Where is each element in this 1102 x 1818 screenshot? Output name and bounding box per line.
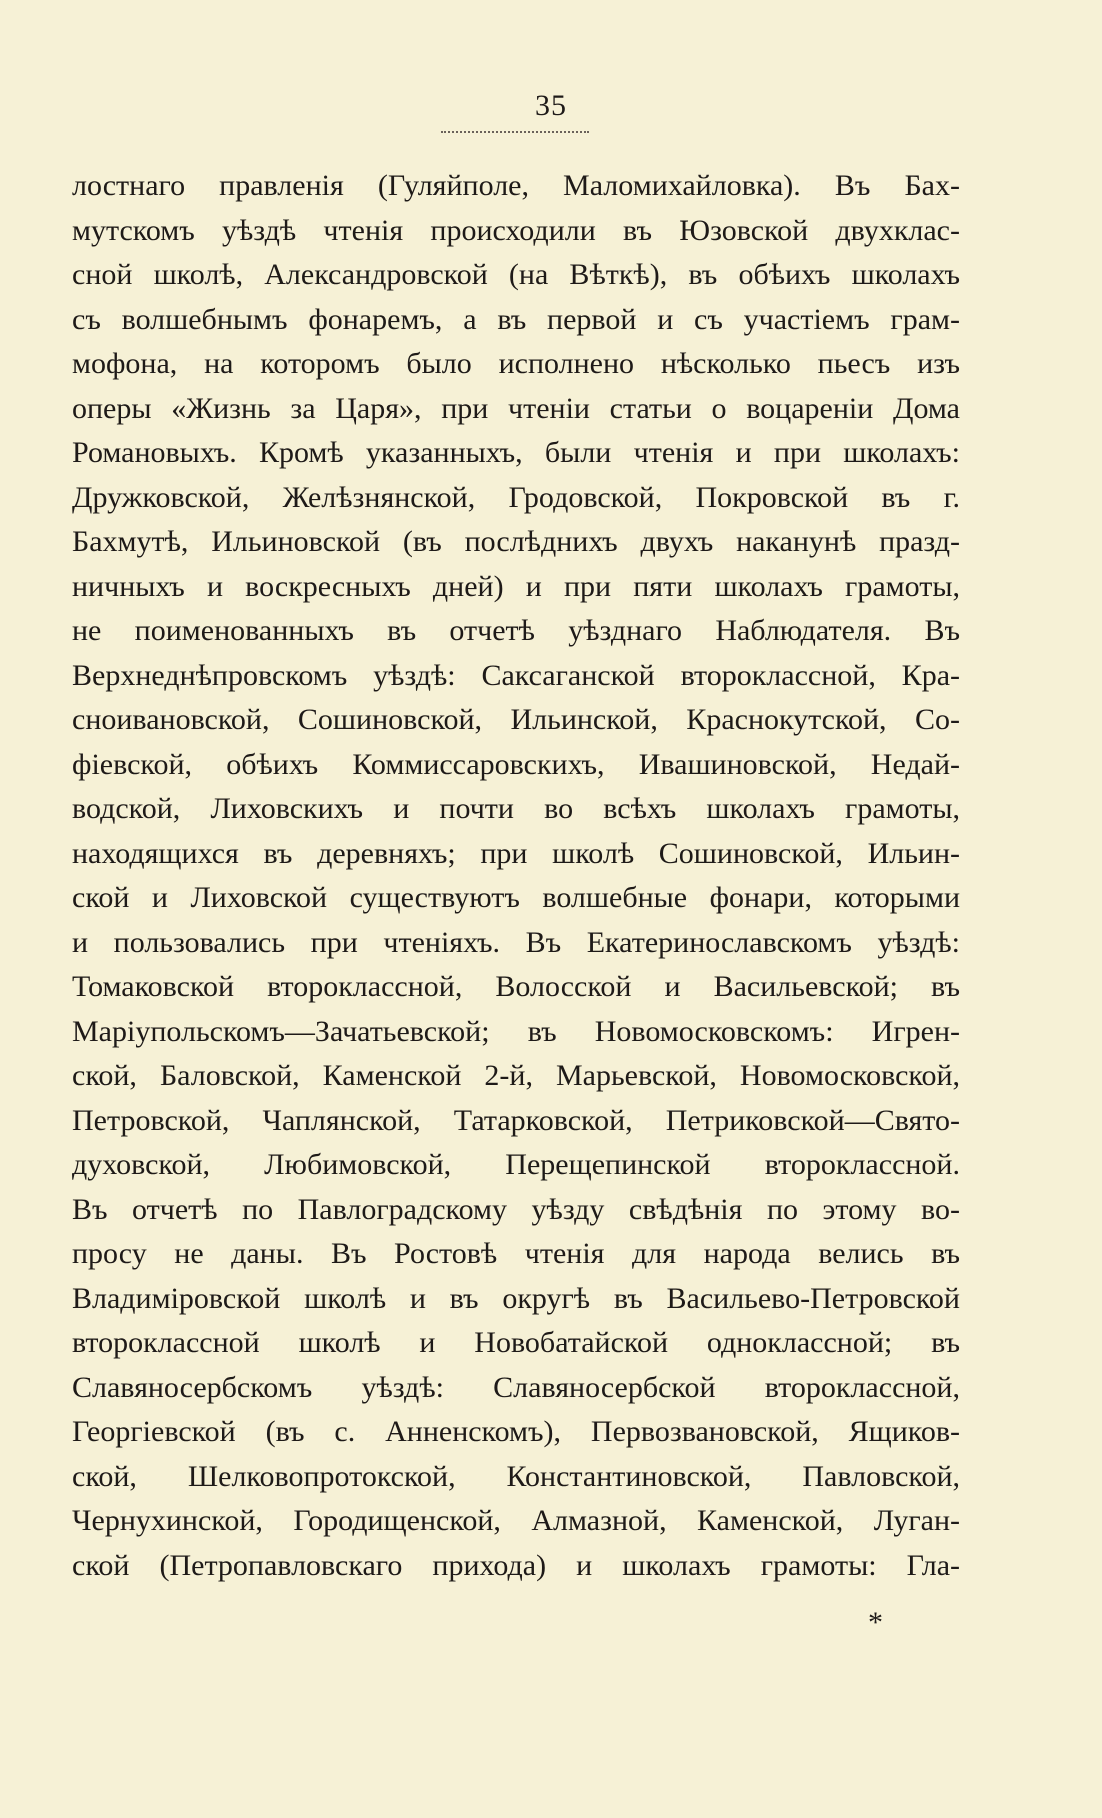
text-line: Романовыхъ. Кромѣ указанныхъ, были чтенія и при школахъ:	[72, 436, 960, 469]
page-number: 35	[535, 89, 567, 122]
text-line: съ волшебнымъ фонаремъ, а въ первой и съ участіемъ грам-	[72, 302, 960, 336]
page-number-rule	[441, 131, 589, 133]
body-text	[72, 164, 960, 1588]
text-line: Владиміровской школѣ и въ округѣ въ Васильево-Петровской	[72, 1281, 960, 1315]
signature-mark: *	[868, 1606, 883, 1639]
text-line: сноивановской, Сошиновской, Ильинской, Краснокутской, Со-	[72, 703, 960, 736]
text-line: ской и Лиховской существуютъ волшебные фонари, которыми	[72, 881, 960, 914]
text-line: духовской, Любимовской, Перещепинской второклассной.	[72, 1148, 960, 1181]
text-line: Петровской, Чаплянской, Татарковской, Петриковской—Свято-	[72, 1103, 960, 1137]
text-line: мофона, на которомъ было исполнено нѣсколько пьесъ изъ	[72, 347, 960, 380]
text-line: Маріупольскомъ—Зачатьевской; въ Новомосковскомъ: Игрен-	[72, 1014, 960, 1048]
text-line: лостнаго правленія (Гуляйполе, Маломихайловка). Въ Бах-	[72, 169, 960, 202]
text-line: ничныхъ и воскресныхъ дней) и при пяти школахъ грамоты,	[72, 569, 960, 603]
text-line: оперы «Жизнь за Царя», при чтеніи статьи о воцареніи Дома	[72, 391, 960, 425]
text-line: Чернухинской, Городищенской, Алмазной, Каменской, Луган-	[72, 1504, 960, 1537]
text-line: Верхнеднѣпровскомъ уѣздѣ: Саксаганской второклассной, Кра-	[72, 658, 960, 692]
text-line: и пользовались при чтеніяхъ. Въ Екатеринославскомъ уѣздѣ:	[72, 925, 960, 959]
text-line: мутскомъ уѣздѣ чтенія происходили въ Юзовской двухклас-	[72, 213, 960, 247]
text-line: Георгіевской (въ с. Анненскомъ), Первозвановской, Ящиков-	[72, 1415, 960, 1448]
text-line: просу не даны. Въ Ростовѣ чтенія для народа велись въ	[72, 1237, 960, 1270]
text-line: сной школѣ, Александровской (на Вѣткѣ), въ обѣихъ школахъ	[72, 258, 960, 291]
text-line: водской, Лиховскихъ и почти во всѣхъ школахъ грамоты,	[72, 792, 960, 825]
text-line: ской (Петропавловскаго прихода) и школахъ грамоты: Гла-	[72, 1548, 960, 1582]
text-line: Томаковской второклассной, Волосской и Васильевской; въ	[72, 970, 960, 1003]
text-line: Бахмутѣ, Ильиновской (въ послѣднихъ двухъ наканунѣ празд-	[72, 525, 960, 558]
text-line: ской, Баловской, Каменской 2-й, Марьевской, Новомосковской,	[72, 1059, 960, 1092]
text-line: не поименованныхъ въ отчетѣ уѣзднаго Наблюдателя. Въ	[72, 614, 960, 647]
text-line: фіевской, обѣихъ Коммиссаровскихъ, Ивашиновской, Недай-	[72, 747, 960, 781]
text-line: Дружковской, Желѣзнянской, Гродовской, Покровской въ г.	[72, 480, 960, 514]
text-line: Славяносербскомъ уѣздѣ: Славяносербской второклассной,	[72, 1370, 960, 1404]
text-line: Въ отчетѣ по Павлоградскому уѣзду свѣдѣнія по этому во-	[72, 1192, 960, 1226]
text-line: ской, Шелковопротокской, Константиновской, Павловской,	[72, 1459, 960, 1493]
text-line: второклассной школѣ и Новобатайской одноклассной; въ	[72, 1326, 960, 1359]
text-line: находящихся въ деревняхъ; при школѣ Сошиновской, Ильин-	[72, 836, 960, 870]
